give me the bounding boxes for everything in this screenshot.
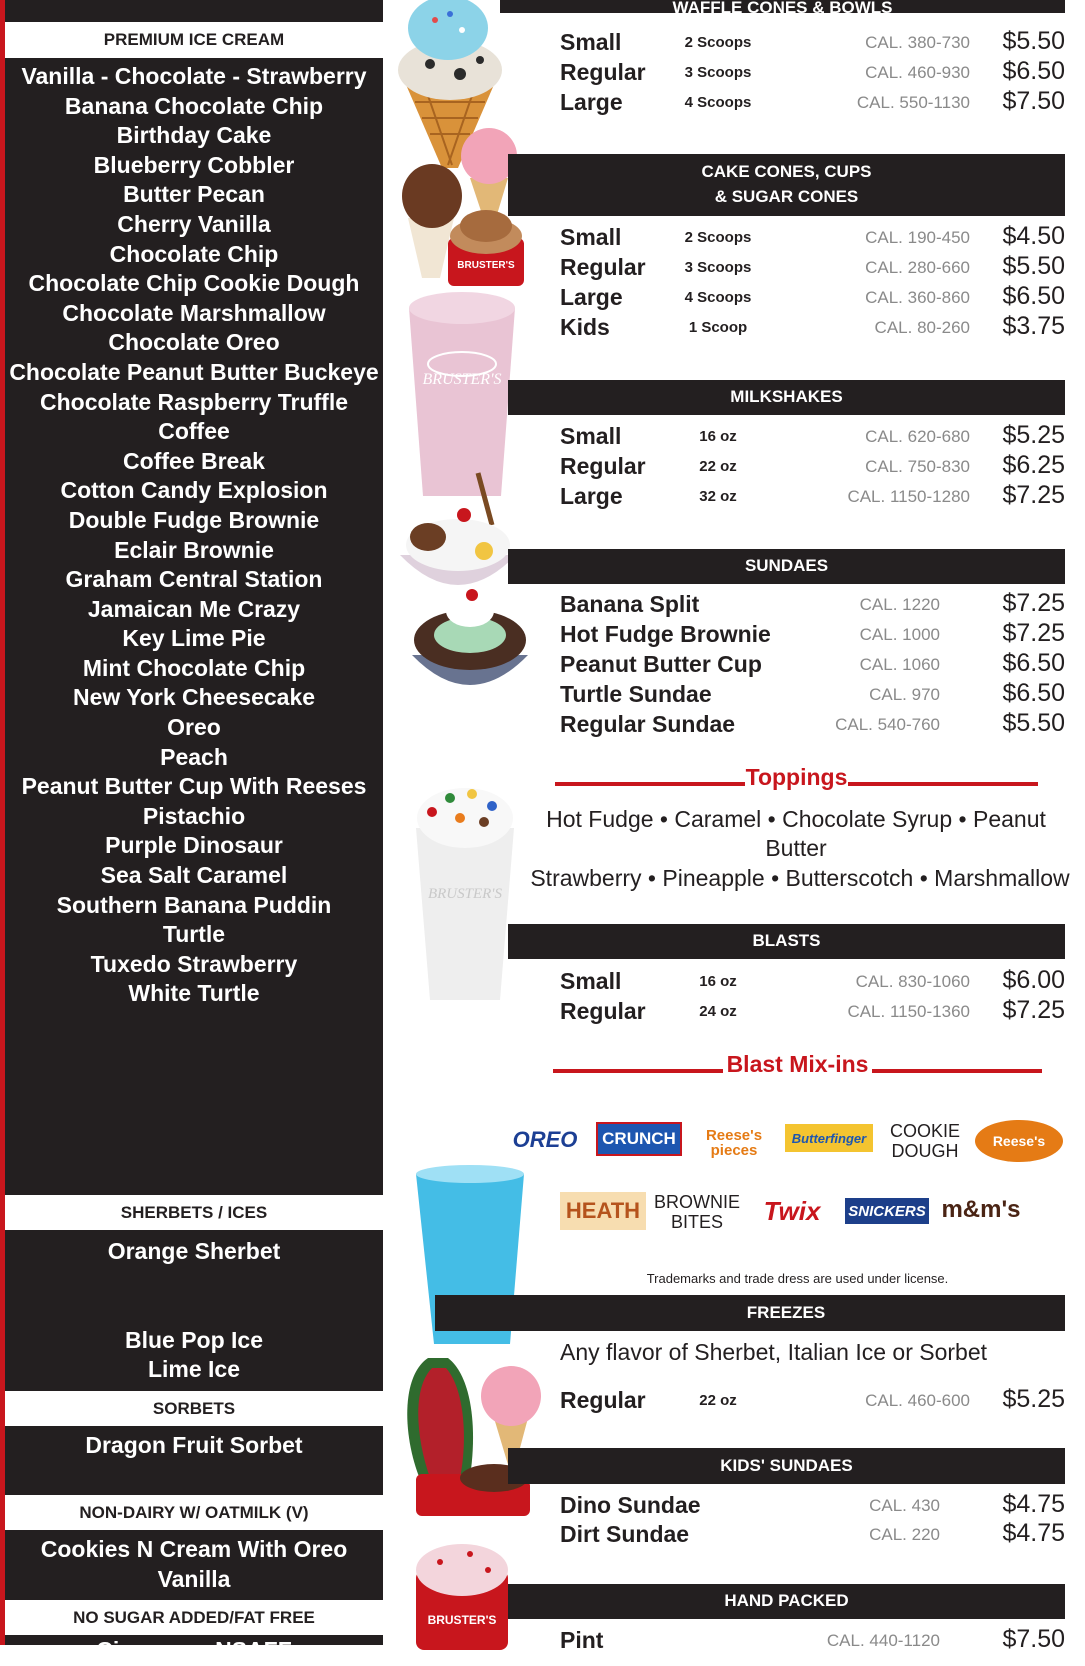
brand-logo-text: BRUSTER'S	[422, 371, 502, 388]
toppings-line-2: Strawberry • Pineapple • Butterscotch • Marshmallow	[530, 865, 1070, 891]
calories: CAL. 190-450	[865, 228, 970, 247]
calories: CAL. 540-760	[835, 715, 940, 734]
premium-ice-cream-header: PREMIUM ICE CREAM	[5, 22, 383, 58]
size-name: Small	[560, 423, 622, 449]
flavor-item: Peach	[160, 743, 228, 770]
size-name: Regular	[560, 1387, 646, 1413]
calories: CAL. 830-1060	[855, 972, 970, 991]
price: $5.25	[1002, 421, 1065, 449]
price: $7.25	[1002, 619, 1065, 647]
price: $5.50	[1002, 709, 1065, 737]
blasts-row	[0, 998, 1085, 1028]
calories: CAL. 430	[869, 1496, 940, 1515]
size-name: Small	[560, 968, 622, 994]
flavor-item: Eclair Brownie	[114, 536, 274, 563]
price: $5.50	[1002, 252, 1065, 280]
sundaes-row	[0, 681, 1085, 711]
calories: CAL. 970	[869, 685, 940, 704]
price: $3.75	[1002, 312, 1065, 340]
flavor-item: Peanut Butter Cup With Reeses	[21, 773, 367, 800]
flavor-item: Vanilla - Chocolate - Strawberry	[21, 63, 367, 89]
trademark-notice: Trademarks and trade dress are used under license.	[646, 1271, 949, 1286]
mixins-title: Blast Mix-ins	[726, 1051, 869, 1077]
size-name: Pint	[560, 1627, 604, 1653]
cake-row	[0, 254, 1085, 284]
flavor-item: Pistachio	[142, 802, 246, 829]
price: $6.25	[1002, 451, 1065, 479]
flavor-item: White Turtle	[128, 980, 260, 1007]
price: $7.25	[1002, 481, 1065, 509]
flavor-item: Chocolate Chip	[109, 240, 279, 267]
sundaes-row	[0, 651, 1085, 681]
sundaes-row	[0, 621, 1085, 651]
flavor-item: Cherry Vanilla	[117, 210, 271, 237]
cake-cones-header: CAKE CONES, CUPS & SUGAR CONES	[508, 154, 1065, 216]
freezes-row-regular	[0, 1387, 1085, 1417]
size-name: Dino Sundae	[560, 1492, 701, 1518]
flavor-item: Banana Chocolate Chip	[64, 92, 324, 119]
size-name: Hot Fudge Brownie	[560, 621, 771, 647]
flavor-item: Key Lime Pie	[122, 625, 266, 652]
flavor-item: Chocolate Peanut Butter Buckeye	[9, 358, 379, 385]
price: $6.50	[1002, 57, 1065, 85]
calories: CAL. 1060	[859, 655, 940, 674]
size-amount: 2 Scoops	[684, 34, 752, 51]
flavor-item: Cotton Candy Explosion	[60, 477, 328, 504]
flavor-item: Blue Pop Ice	[124, 1326, 264, 1353]
hand-packed-row-pint	[0, 1627, 1085, 1657]
kids-row	[0, 1492, 1085, 1522]
size-amount: 16 oz	[699, 973, 737, 990]
waffle-row	[0, 29, 1085, 59]
non-dairy-header: NON-DAIRY W/ OATMILK (V)	[5, 1495, 383, 1530]
price: $6.50	[1002, 282, 1065, 310]
size-amount: 1 Scoop	[688, 319, 748, 336]
reeses-pieces-logo: Reese's pieces	[705, 1127, 763, 1159]
size-name: Regular	[560, 254, 646, 280]
price: $4.75	[1002, 1519, 1065, 1547]
calories: CAL. 1000	[859, 625, 940, 644]
kids-sundaes-header: KIDS' SUNDAES	[508, 1448, 1065, 1484]
milkshakes-row	[0, 453, 1085, 483]
flavor-item: Mint Chocolate Chip	[82, 654, 306, 681]
flavor-item: Blueberry Cobbler	[93, 151, 295, 178]
calories: CAL. 280-660	[865, 258, 970, 277]
flavor-item: Coffee Break	[123, 447, 265, 474]
calories: CAL. 460-930	[865, 63, 970, 82]
flavor-item: Turtle	[162, 921, 226, 948]
mms-logo: m&m's	[941, 1196, 1021, 1223]
size-amount: 22 oz	[699, 458, 737, 475]
flavor-item: Graham Central Station	[65, 566, 323, 593]
size-name: Peanut Butter Cup	[560, 651, 762, 677]
calories: CAL. 80-260	[874, 318, 970, 337]
price: $4.50	[1002, 222, 1065, 250]
price: $5.25	[1002, 1385, 1065, 1413]
size-name: Regular	[560, 453, 646, 479]
mixins-divider-left	[553, 1069, 723, 1073]
size-name: Turtle Sundae	[560, 681, 712, 707]
milkshakes-row	[0, 483, 1085, 513]
size-amount: 32 oz	[699, 488, 737, 505]
blasts-row	[0, 968, 1085, 998]
size-name: Large	[560, 89, 623, 115]
waffle-row	[0, 59, 1085, 89]
flavor-item: Chocolate Chip Cookie Dough	[28, 270, 360, 297]
toppings-title: Toppings	[745, 764, 848, 790]
size-name: Dirt Sundae	[560, 1521, 690, 1547]
calories: CAL. 360-860	[865, 288, 970, 307]
hand-packed-header: HAND PACKED	[508, 1584, 1065, 1619]
flavor-item: Double Fudge Brownie	[68, 506, 320, 533]
milkshakes-header: MILKSHAKES	[508, 380, 1065, 415]
flavor-item: Sea Salt Caramel	[100, 862, 288, 889]
flavor-item: New York Cheesecake	[72, 684, 316, 711]
flavor-item: Chocolate Raspberry Truffle	[39, 388, 349, 415]
flavor-item: Chocolate Oreo	[108, 329, 280, 356]
toppings-line-1: Hot Fudge • Caramel • Chocolate Syrup • Peanut Butter	[546, 806, 1046, 861]
price: $7.25	[1002, 996, 1065, 1024]
size-name: Large	[560, 284, 623, 310]
brownie-bites-logo: BROWNIE BITES	[654, 1192, 741, 1232]
size-amount: 3 Scoops	[684, 64, 752, 81]
cake-row	[0, 224, 1085, 254]
brand-logo-text: BRUSTER'S	[427, 1613, 497, 1627]
butterfinger-logo: Butterfinger	[785, 1124, 873, 1152]
sundaes-row	[0, 711, 1085, 741]
price: $6.50	[1002, 649, 1065, 677]
blasts-header: BLASTS	[508, 924, 1065, 959]
flavor-item: Jamaican Me Crazy	[87, 595, 301, 622]
waffle-cones-header: WAFFLE CONES & BOWLS	[500, 0, 1065, 13]
price: $7.50	[1002, 1625, 1065, 1653]
mixins-divider-right	[872, 1069, 1042, 1073]
cake-row	[0, 314, 1085, 344]
flavor-item: Orange Sherbet	[107, 1238, 281, 1264]
size-name: Regular Sundae	[560, 711, 736, 737]
toppings-divider-right	[848, 782, 1038, 786]
premium-flavor-list	[5, 62, 383, 1009]
toppings-divider-left	[555, 782, 745, 786]
twix-logo: Twix	[763, 1195, 821, 1226]
cookie-dough-logo: COOKIE DOUGH	[889, 1121, 960, 1161]
size-amount: 3 Scoops	[684, 259, 752, 276]
price: $7.50	[1002, 87, 1065, 115]
calories: CAL. 620-680	[865, 427, 970, 446]
price: $6.50	[1002, 679, 1065, 707]
snickers-logo: SNICKERS	[845, 1198, 929, 1224]
calories: CAL. 220	[869, 1525, 940, 1544]
crunch-logo: CRUNCH	[596, 1122, 682, 1156]
size-amount: 2 Scoops	[684, 229, 752, 246]
milkshakes-row	[0, 423, 1085, 453]
price: $5.50	[1002, 27, 1065, 55]
size-amount: 16 oz	[699, 428, 737, 445]
sherbets-list	[5, 1237, 383, 1385]
size-name: Regular	[560, 998, 646, 1024]
brand-logo-text: BRUSTER'S	[457, 260, 515, 271]
size-name: Large	[560, 483, 623, 509]
waffle-row	[0, 89, 1085, 119]
sundaes-row	[0, 591, 1085, 621]
flavor-item: Dragon Fruit Sorbet	[85, 1432, 303, 1458]
size-amount: 4 Scoops	[684, 94, 752, 111]
calories: CAL. 750-830	[865, 457, 970, 476]
heath-logo: HEATH	[560, 1192, 646, 1230]
calories: CAL. 1150-1360	[847, 1002, 970, 1021]
no-sugar-added-header: NO SUGAR ADDED/FAT FREE	[5, 1600, 383, 1635]
sundaes-header: SUNDAES	[508, 549, 1065, 584]
flavor-item: Purple Dinosaur	[105, 832, 283, 859]
size-name: Small	[560, 29, 622, 55]
flavor-item: Cinnamon NSAFF	[96, 1637, 292, 1663]
calories: CAL. 1150-1280	[847, 487, 970, 506]
flavor-item: Oreo	[167, 714, 221, 741]
flavor-item: Cookies N Cream With Oreo	[40, 1536, 348, 1562]
flavor-item: Coffee	[158, 418, 230, 445]
flavor-item: Birthday Cake	[116, 122, 272, 149]
calories: CAL. 1220	[859, 595, 940, 614]
reeses-cup-logo: Reese's	[975, 1120, 1063, 1162]
flavor-item: Lime Ice	[147, 1356, 241, 1383]
kids-row	[0, 1521, 1085, 1551]
sorbets-list	[5, 1431, 383, 1461]
flavor-item: Butter Pecan	[123, 181, 265, 208]
price: $4.75	[1002, 1490, 1065, 1518]
flavor-item: Chocolate Marshmallow	[62, 299, 326, 326]
sherbets-ices-header: SHERBETS / ICES	[5, 1195, 383, 1230]
calories: CAL. 550-1130	[856, 93, 970, 112]
oreo-logo: OREO	[512, 1127, 578, 1152]
freezes-header: FREEZES	[435, 1295, 1065, 1331]
size-name: Small	[560, 224, 622, 250]
freezes-description: Any flavor of Sherbet, Italian Ice or Sorbet	[560, 1339, 988, 1365]
calories: CAL. 440-1120	[826, 1631, 940, 1650]
flavor-item: Tuxedo Strawberry	[90, 950, 298, 977]
price: $6.00	[1002, 966, 1065, 994]
flavor-item: Vanilla	[157, 1565, 231, 1592]
sorbets-header: SORBETS	[5, 1391, 383, 1426]
size-amount: 4 Scoops	[684, 289, 752, 306]
price: $7.25	[1002, 589, 1065, 617]
size-amount: 24 oz	[699, 1003, 737, 1020]
size-amount: 22 oz	[699, 1392, 737, 1409]
calories: CAL. 380-730	[865, 33, 970, 52]
flavor-item: Southern Banana Puddin	[56, 891, 332, 918]
size-name: Regular	[560, 59, 646, 85]
calories: CAL. 460-600	[865, 1391, 970, 1410]
brand-logo-text: BRUSTER'S	[427, 886, 503, 902]
size-name: Banana Split	[560, 591, 700, 617]
cake-row	[0, 284, 1085, 314]
size-name: Kids	[560, 314, 610, 340]
